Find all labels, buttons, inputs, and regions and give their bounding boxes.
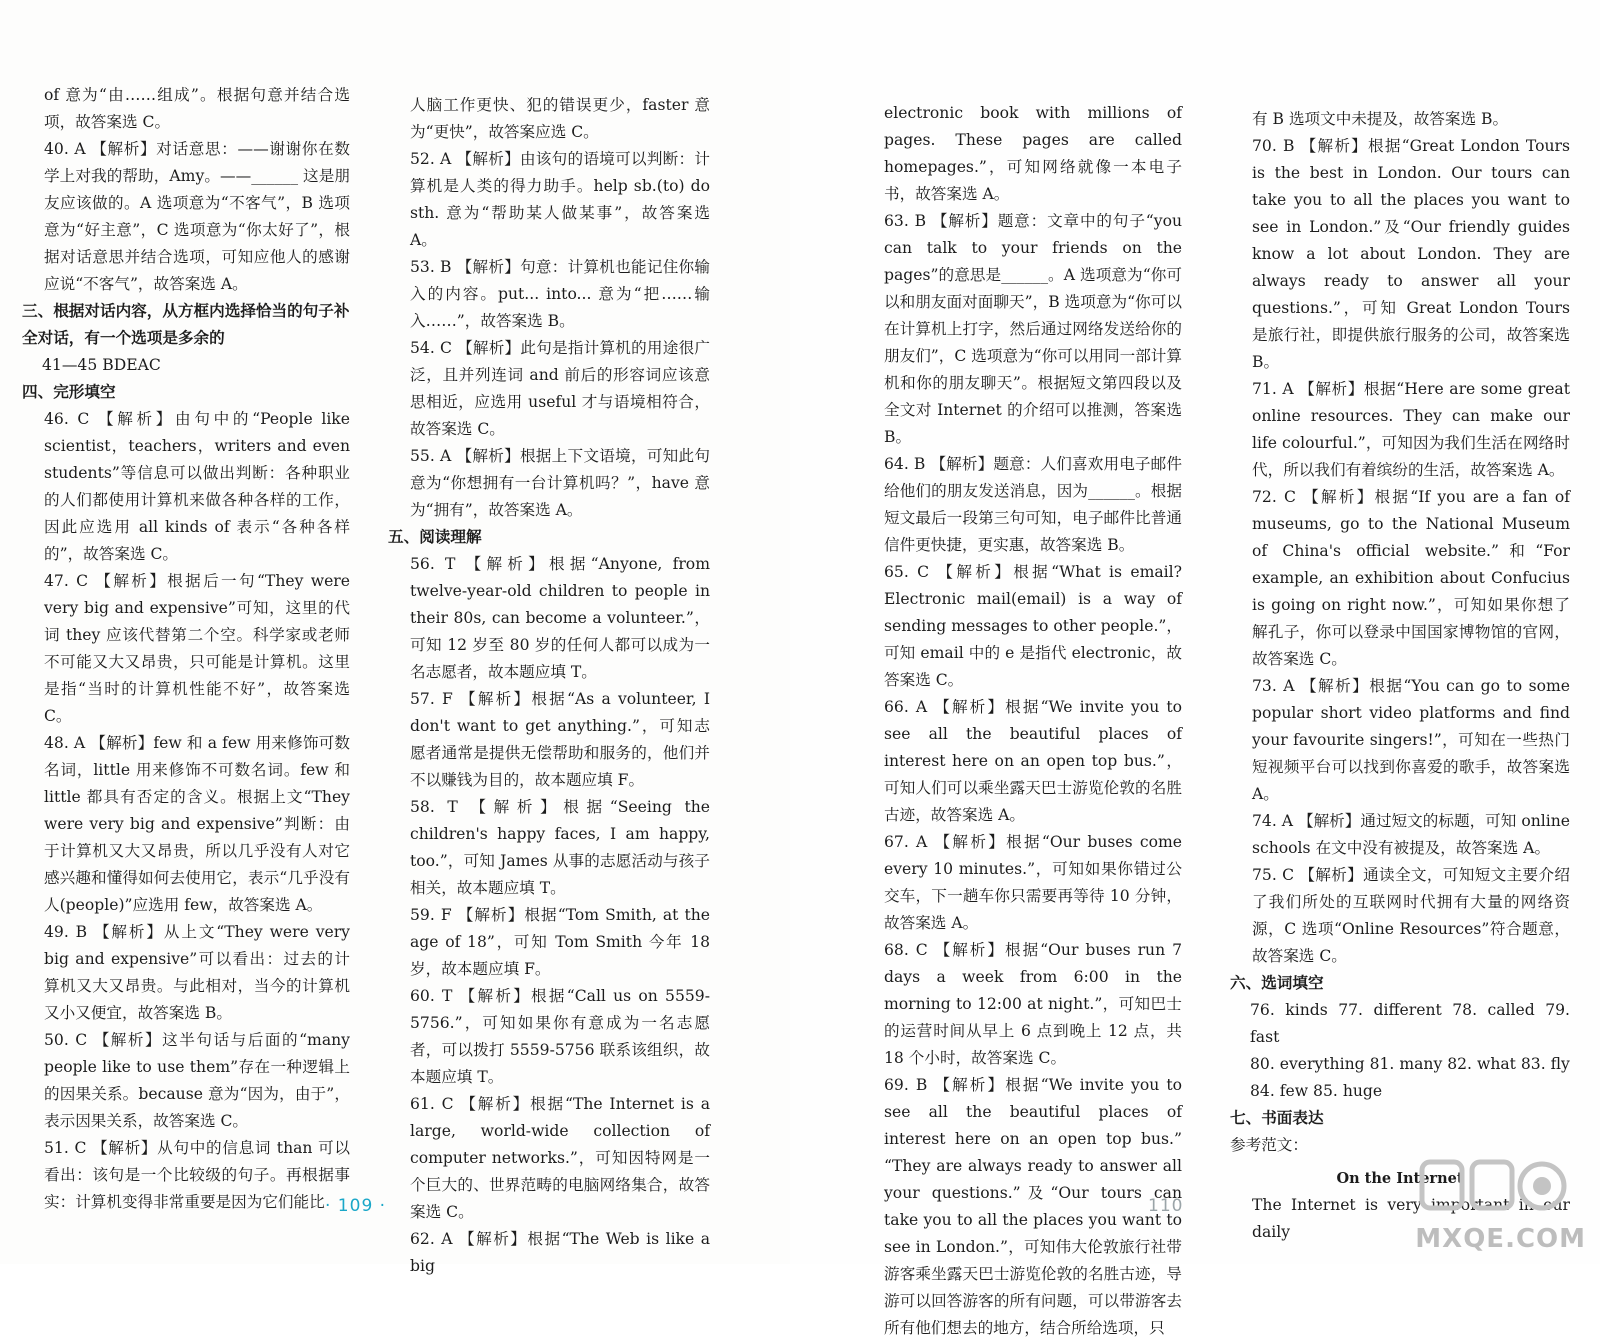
section-heading-5: 五、阅读理解 [388,528,482,546]
answer-72: 72. C 【解析】根据“If you are a fan of museums, go to the National Museum of China's official website.”和“For example, an exhibition about Confucius is going on right now.”，可知如果你想了解孔子，你可以登录中国国家博物馆的官网，故答案选 C。 [1252,488,1570,668]
answer-62: 62. A 【解析】根据“The Web is like a big [410,1230,710,1275]
answer-53: 53. B 【解析】句意：计算机也能记住你输入的内容。put... into... 意为“把……输入……”，故答案选 B。 [410,258,710,330]
answer-58: 58. T 【解析】根据“Seeing the children's happy faces, I am happy, too.”，可知 James 从事的志愿活动与孩子相关，故本题应填 T。 [410,798,710,897]
left-page [0,0,790,1275]
answer-56: 56. T 【解析】根据“Anyone, from twelve-year-old children to people in their 80s, can become a volunteer.”，可知 12 岁至 80 岁的任何人都可以成为一名志愿者，故本题应填 T。 [410,555,710,681]
sample-essay-label: 参考范文： [1230,1136,1308,1154]
answer-66: 66. A 【解析】根据“We invite you to see all the beautiful places of interest here on an open top bus.”，可知人们可以乘坐露天巴士游览伦敦的名胜古迹，故答案选 A。 [884,698,1182,824]
answer-paragraph: 有 B 选项文中未提及，故答案选 B。 [1252,110,1509,128]
answer-73: 73. A 【解析】根据“You can go to some popular short video platforms and find your favourite singers!”，可知在一些热门短视频平台可以找到你喜爱的歌手，故答案选 A。 [1252,677,1570,803]
answer-49: 49. B 【解析】从上文“They were very big and expensive”可以看出：过去的计算机又大又昂贵。与此相对，当今的计算机又小又便宜，故答案选 B。 [44,923,350,1022]
page-number: · 109 · [325,1196,387,1216]
answer-46: 46. C 【解析】由句中的“People like scientist，teachers，writers and even students”等信息可以做出判断：各种职业的人们都使用计算机来做各种各样的工作，因此应选用 all kinds of 表示“各种各样的”，故答案选 C。 [44,410,350,563]
section-heading-4: 四、完形填空 [22,383,116,401]
answer-71: 71. A 【解析】根据“Here are some great online resources. They can make our life colourful.”，可知因为我们生活在网络时代，所以我们有着缤纷的生活，故答案选 A。 [1252,380,1570,479]
answer-paragraph: of 意为“由……组成”。根据句意并结合选项，故答案选 C。 [44,86,350,131]
answer-70: 70. B 【解析】根据“Great London Tours is the best in London. Our tours can take you to all the places you want to see in London.”及“Our friendly guides know a lot about London. They are always ready to answer all your questions.”，可知 Great London Tours 是旅行社，即提供旅行服务的公司，故答案选 B。 [1252,137,1570,371]
left-column-2 [388,92,710,1280]
answer-59: 59. F 【解析】根据“Tom Smith, at the age of 18”，可知 Tom Smith 今年 18 岁，故本题应填 F。 [410,906,710,978]
answer-51: 51. C 【解析】从句中的信息词 than 可以看出：该句是一个比较级的句子。再根据事实：计算机变得非常重要是因为它们能比 [44,1139,350,1211]
answer-60: 60. T 【解析】根据“Call us on 5559-5756.”，可知如果你有意成为一名志愿者，可以拨打 5559-5756 联系该组织，故本题应填 T。 [410,987,710,1086]
section-heading-6: 六、选词填空 [1230,974,1324,992]
left-column-1 [22,82,350,1216]
answer-48: 48. A 【解析】few 和 a few 用来修饰可数名词，little 用来修饰不可数名词。few 和 little 都具有否定的含义。根据上文“They were very big and expensive”判断：由于计算机又大又昂贵，所以几乎没有人对它感兴趣和懂得如何去使用它，表示“几乎没有人(people)”应选用 few，故答案选 A。 [44,734,350,914]
section-heading-3: 三、根据对话内容，从方框内选择恰当的句子补全对话，有一个选项是多余的 [22,302,350,347]
answer-76-79: 76. kinds 77. different 78. called 79. fast [1250,1001,1570,1046]
watermark [1415,1156,1590,1256]
right-column-1 [862,100,1182,1342]
answer-52: 52. A 【解析】由该句的语境可以判断：计算机是人类的得力助手。help sb.(to) do sth. 意为“帮助某人做某事”，故答案选 A。 [410,150,710,249]
section-heading-7: 七、书面表达 [1230,1109,1324,1127]
answer-65: 65. C 【解析】根据“What is email? Electronic mail(email) is a way of sending messages to other people.”，可知 email 中的 e 是指代 electronic，故答案选 C。 [884,563,1182,689]
answer-55: 55. A 【解析】根据上下文语境，可知此句意为“你想拥有一台计算机吗？”，have 意为“拥有”，故答案选 A。 [410,447,710,519]
answer-69: 69. B 【解析】根据“We invite you to see all the beautiful places of interest here on an open top bus.” “They are always ready to answer all your questions.”及“Our tours can take you to all the places you want to see in London.”，可知伟大伦敦旅行社带游客乘坐露天巴士游览伦敦的名胜古迹，导游可以回答游客的所有问题，可以带游客去所有他们想去的地方，结合所给选项，只 [884,1076,1182,1337]
answer-50: 50. C 【解析】这半句话与后面的“many people like to use them”存在一种逻辑上的因果关系。because 意为“因为，由于”，表示因果关系，故答案选 C。 [44,1031,350,1130]
right-column-2 [1230,106,1570,1246]
essay-title: On the Internet [1336,1170,1464,1187]
answer-74: 74. A 【解析】通过短文的标题，可知 online schools 在文中没有被提及，故答案选 A。 [1252,812,1570,857]
essay-first-line: The Internet is very important in our daily [1252,1196,1570,1241]
answer-41-45: 41—45 BDEAC [42,356,161,374]
answer-67: 67. A 【解析】根据“Our buses come every 10 minutes.”，可知如果你错过公交车，下一趟车你只需要再等待 10 分钟，故答案选 A。 [884,833,1182,932]
answer-84-85: 84. few 85. huge [1250,1082,1383,1100]
answer-47: 47. C 【解析】根据后一句“They were very big and expensive”可知，这里的代词 they 应该代替第二个空。科学家或老师不可能又大又昂贵，只可能是计算机。这里是指“当时的计算机性能不好”，故答案选 C。 [44,572,350,725]
answer-40: 40. A 【解析】对话意思：——谢谢你在数学上对我的帮助，Amy。——______ 这是朋友应该做的。A 选项意为“不客气”，B 选项意为“好主意”，C 选项意为“你太好了”，根据对话意思并结合选项，可知应他人的感谢应说“不客气”，故答案选 A。 [44,140,350,293]
answer-paragraph: electronic book with millions of pages. These pages are called homepages.”，可知网络就像一本电子书，故答案选 A。 [884,104,1182,203]
answer-61: 61. C 【解析】根据“The Internet is a large, world-wide collection of computer networks.”，可知因特网是一个巨大的、世界范畴的电脑网络集合，故答案选 C。 [410,1095,710,1221]
answer-63: 63. B 【解析】题意：文章中的句子“you can talk to your friends on the pages”的意思是______。A 选项意为“你可以和朋友面对面聊天”，B 选项意为“你可以在计算机上打字，然后通过网络发送给你的朋友们”，C 选项意为“你可以用同一部计算机和你的朋友聊天”。根据短文第四段以及全文对 Internet 的介绍可以推测，答案选 B。 [884,212,1182,446]
answer-68: 68. C 【解析】根据“Our buses run 7 days a week from 6:00 in the morning to 12:00 at night.”，可知巴士的运营时间从早上 6 点到晚上 12 点，共 18 个小时，故答案选 C。 [884,941,1182,1067]
watermark-logo-icon [1418,1156,1568,1218]
answer-54: 54. C 【解析】此句是指计算机的用途很广泛，且并列连词 and 前后的形容词应该意思相近，应选用 useful 才与语境相符合，故答案选 C。 [410,339,710,438]
answer-64: 64. B 【解析】题意：人们喜欢用电子邮件给他们的朋友发送消息，因为______。根据短文最后一段第三句可知，电子邮件比普通信件更快捷，更实惠，故答案选 B。 [884,455,1182,554]
answer-paragraph: 人脑工作更快、犯的错误更少，faster 意为“更快”，故答案应选 C。 [410,96,710,141]
answer-57: 57. F 【解析】根据“As a volunteer, I don't want to get anything.”，可知志愿者通常是提供无偿帮助和服务的，他们并不以赚钱为目的，故本题应填 F。 [410,690,710,789]
watermark-text: MXQE.COM [1415,1224,1586,1254]
answer-80-83: 80. everything 81. many 82. what 83. fly [1250,1055,1570,1073]
page-number: 110 [1148,1196,1184,1216]
answer-75: 75. C 【解析】通读全文，可知短文主要介绍了我们所处的互联网时代拥有大量的网络资源，C 选项“Online Resources”符合题意，故答案选 C。 [1252,866,1570,965]
